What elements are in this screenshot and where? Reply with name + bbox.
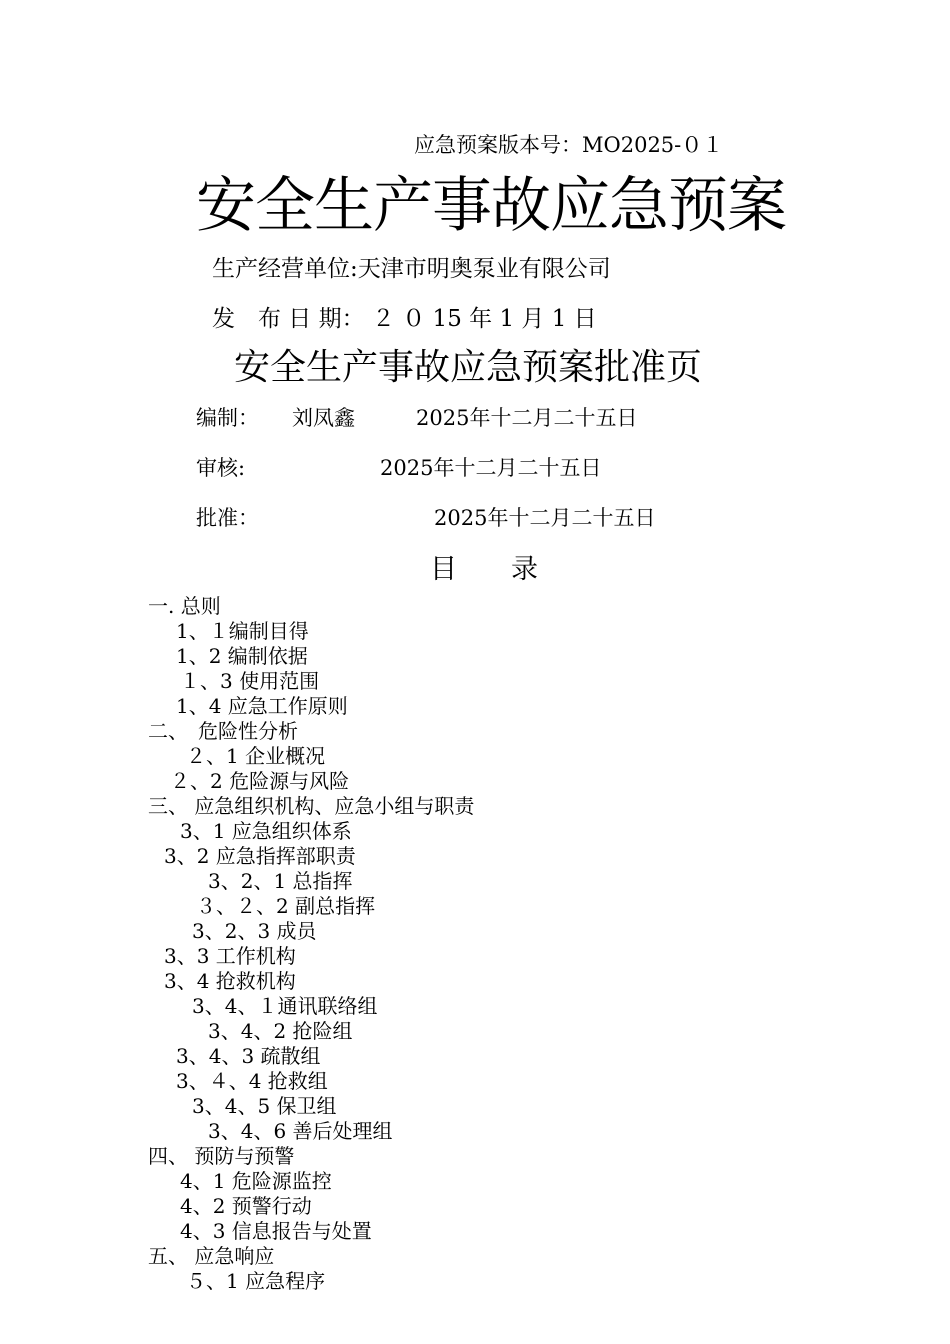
toc-item: １、3 使用范围: [180, 669, 320, 693]
review-date: 2025年十二月二十五日: [380, 456, 602, 480]
toc-item: 1、１编制目得: [176, 619, 309, 643]
company-line: 生产经营单位:天津市明奥泵业有限公司: [212, 256, 611, 282]
approve-label: 批准：: [196, 506, 259, 530]
compiler-name: 刘凤鑫: [292, 406, 355, 430]
toc-item: 4、3 信息报告与处置: [180, 1219, 372, 1243]
review-label: 审核:: [196, 456, 246, 480]
toc-item: 3、2、1 总指挥: [208, 869, 353, 893]
toc-item: ３、２、2 副总指挥: [196, 894, 376, 918]
compile-label: 编制：: [196, 406, 259, 430]
toc-item: 三、 应急组织机构、应急小组与职责: [148, 794, 475, 818]
toc-item: 3、1 应急组织体系: [180, 819, 352, 843]
toc-item: 五、 应急响应: [148, 1244, 275, 1268]
toc-title: 目 录: [430, 554, 538, 585]
toc-item: 3、2 应急指挥部职责: [164, 844, 356, 868]
toc-item: 1、2 编制依据: [176, 644, 308, 668]
toc-item: 3、４、4 抢救组: [176, 1069, 328, 1093]
page-title: 安全生产事故应急预案: [196, 171, 786, 241]
toc-item: 3、4、5 保卫组: [192, 1094, 337, 1118]
toc-item: 4、2 预警行动: [180, 1194, 312, 1218]
toc-item: 3、2、3 成员: [192, 919, 317, 943]
toc-item: ２、1 企业概况: [186, 744, 326, 768]
toc-item: 四、 预防与预警: [148, 1144, 295, 1168]
approval-page-title: 安全生产事故应急预案批准页: [234, 347, 703, 388]
version-number: 应急预案版本号：MO2025-０１: [414, 133, 724, 157]
toc-item: 一. 总则: [148, 594, 221, 618]
compile-date: 2025年十二月二十五日: [416, 406, 638, 430]
toc-item: 3、4、１通讯联络组: [192, 994, 378, 1018]
toc-item: 1、4 应急工作原则: [176, 694, 348, 718]
toc-item: 3、4、3 疏散组: [176, 1044, 321, 1068]
toc-item: 4、1 危险源监控: [180, 1169, 332, 1193]
toc-item: 3、4、2 抢险组: [208, 1019, 353, 1043]
toc-item: 3、3 工作机构: [164, 944, 296, 968]
toc-item: 二、 危险性分析: [148, 719, 298, 743]
toc-item: ５、1 应急程序: [186, 1269, 326, 1293]
toc-item: ２、2 危险源与风险: [170, 769, 350, 793]
approve-date: 2025年十二月二十五日: [434, 506, 656, 530]
toc-item: 3、4、6 善后处理组: [208, 1119, 393, 1143]
release-date-line: 发 布 日 期： ２ ０ 15 年 1 月 1 日: [212, 306, 597, 332]
toc-item: 3、4 抢救机构: [164, 969, 296, 993]
